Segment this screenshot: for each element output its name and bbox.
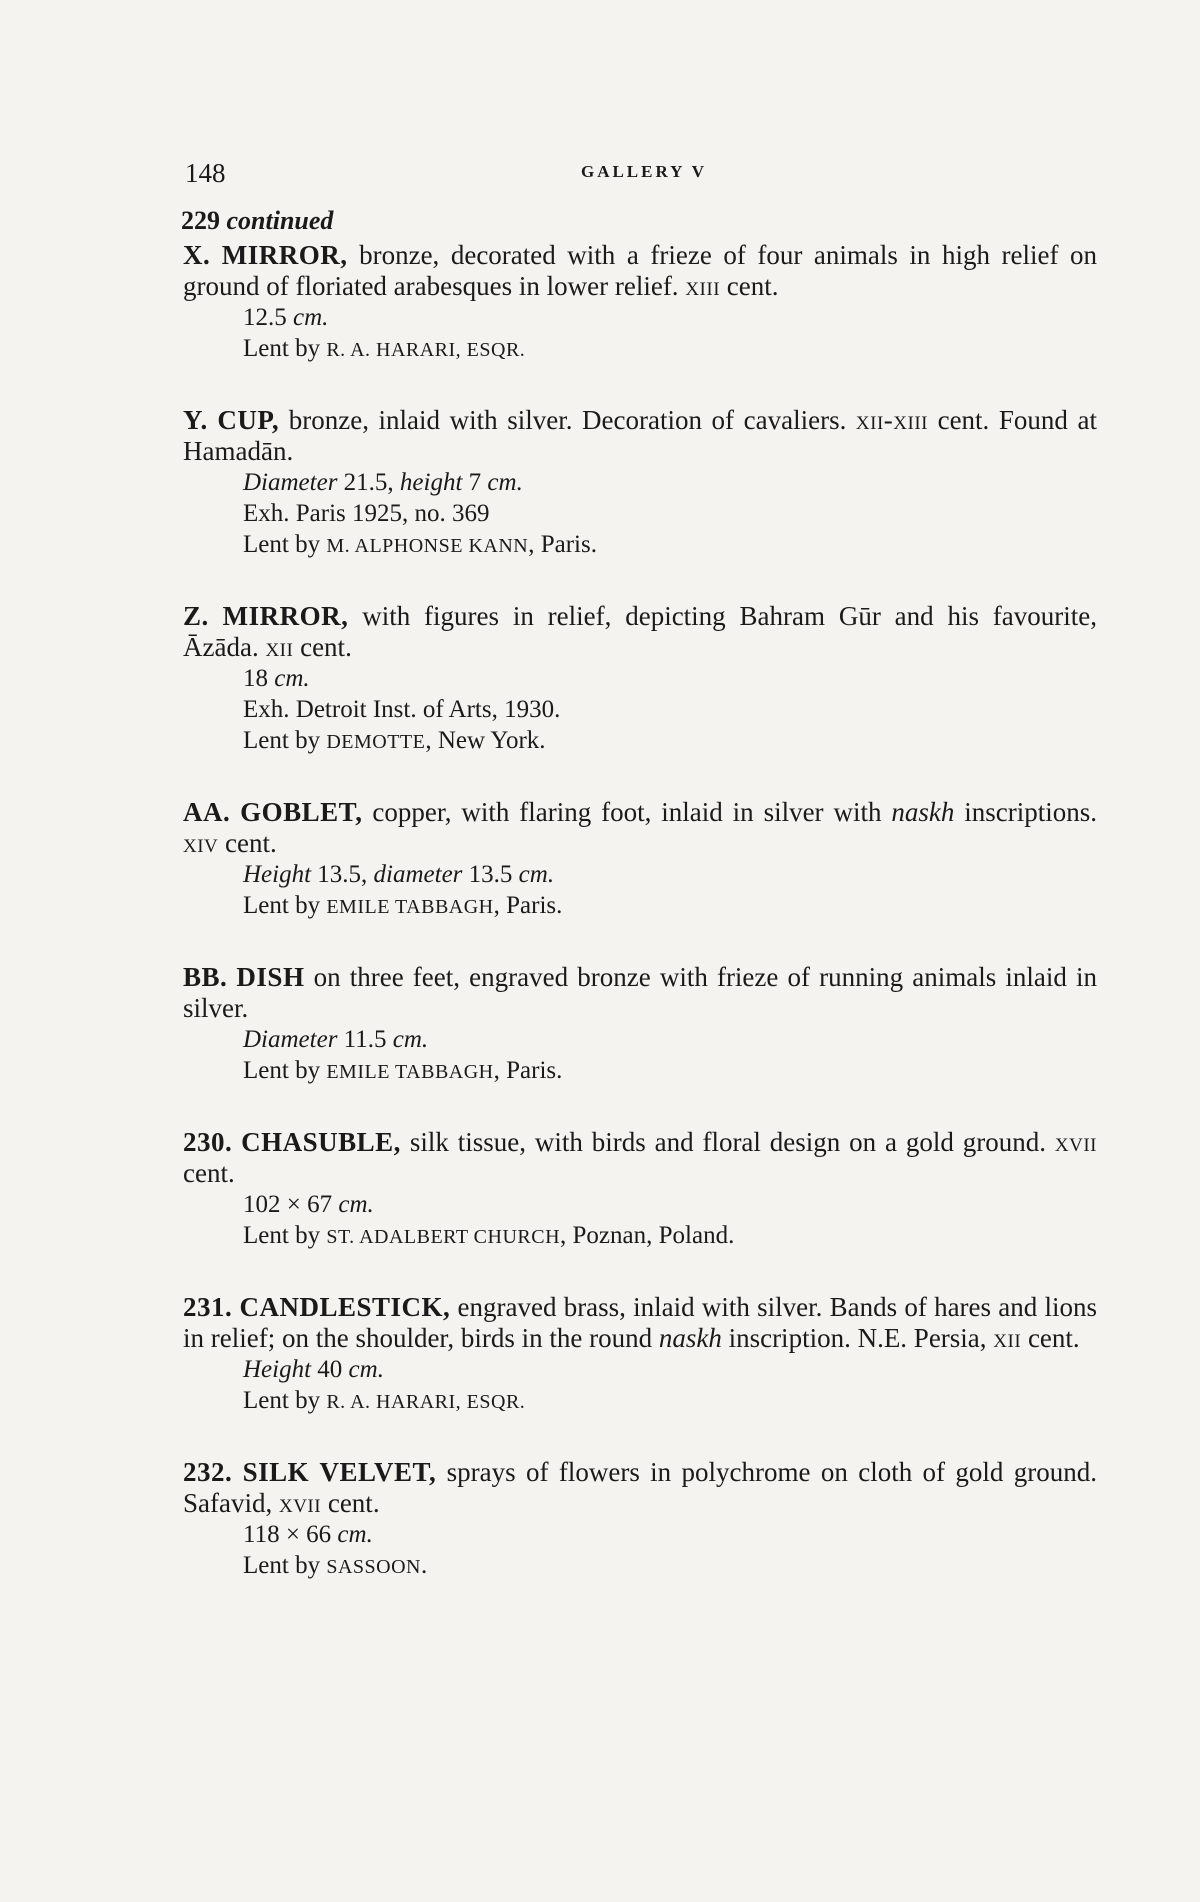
lender-name: ST. ADALBERT CHURCH xyxy=(326,1226,561,1248)
entry-name: GOBLET, xyxy=(240,797,363,827)
entry-dimensions xyxy=(243,467,1097,498)
lent-prefix: Lent by xyxy=(243,727,327,754)
catalogue-entry-bb xyxy=(181,962,1097,1088)
entry-century-suffix: cent. Found at Hamadān. xyxy=(183,405,1097,466)
lent-suffix: , Paris. xyxy=(493,1057,563,1084)
entry-meta xyxy=(181,1519,1097,1583)
lent-suffix: , Paris. xyxy=(528,531,597,558)
entry-century-suffix: cent. xyxy=(293,632,352,662)
entry-lender xyxy=(243,333,1097,366)
entry-lender xyxy=(243,1550,1097,1583)
entry-id: 230. xyxy=(183,1127,233,1157)
entry-name: CHASUBLE, xyxy=(241,1127,401,1157)
entry-exhibition: Exh. Detroit Inst. of Arts, 1930. xyxy=(243,696,561,723)
catalogue-entry-z xyxy=(181,601,1097,758)
dimension-label-2: height xyxy=(399,469,463,496)
entry-century-suffix: cent. xyxy=(183,1158,235,1188)
entry-description xyxy=(181,601,1097,663)
running-head xyxy=(185,158,1103,194)
dimension-value: 102 × 67 xyxy=(243,1191,339,1218)
entry-description xyxy=(181,797,1097,859)
lender-name: R. A. HARARI, ESQR. xyxy=(326,1391,526,1413)
dimension-value: 13.5, xyxy=(311,861,374,888)
catalogue-content xyxy=(181,206,1097,1622)
lender-name: DEMOTTE xyxy=(326,731,426,753)
entry-dimensions xyxy=(243,1519,1097,1550)
dimension-label: Diameter xyxy=(243,469,338,496)
entry-century-suffix: cent. xyxy=(720,271,779,301)
entry-description xyxy=(181,1127,1097,1189)
entry-text-after: inscription. N.E. Persia, xyxy=(721,1323,994,1353)
dimension-unit: cm. xyxy=(274,665,310,692)
entry-meta xyxy=(181,663,1097,758)
dimension-value: 18 xyxy=(243,665,275,692)
dimension-value: 40 xyxy=(311,1356,349,1383)
entry-century: xvii xyxy=(1054,1127,1098,1157)
lent-prefix: Lent by xyxy=(243,531,327,558)
entry-century-suffix: cent. xyxy=(218,828,277,858)
entry-century: xii-xiii xyxy=(855,405,928,435)
entry-lender xyxy=(243,1055,1097,1088)
entry-dimensions xyxy=(243,1024,1097,1055)
continued-label: continued xyxy=(226,206,334,235)
entry-century: xvii xyxy=(278,1488,322,1518)
dimension-value-2: 13.5 xyxy=(462,861,519,888)
dimension-label: Diameter xyxy=(243,1026,338,1053)
entry-id: X. xyxy=(183,240,211,270)
entry-dimensions xyxy=(243,1354,1097,1385)
entry-dimensions xyxy=(243,1189,1097,1220)
entry-text: copper, with flaring foot, inlaid in silver with xyxy=(362,797,892,827)
page-number: 148 xyxy=(185,158,226,188)
entry-century-suffix: cent. xyxy=(1021,1323,1080,1353)
entry-text-italic: naskh xyxy=(658,1323,722,1353)
entry-dimensions xyxy=(243,302,1097,333)
lender-name: R. A. HARARI, ESQR. xyxy=(326,339,526,361)
entry-name: CANDLESTICK, xyxy=(239,1292,451,1322)
dimension-unit: cm. xyxy=(487,469,523,496)
lent-suffix: , Paris. xyxy=(493,892,563,919)
entry-lender xyxy=(243,890,1097,923)
entry-meta xyxy=(181,302,1097,366)
catalogue-entry-232 xyxy=(181,1457,1097,1583)
catalogue-entry-y xyxy=(181,405,1097,562)
lent-suffix: . xyxy=(420,1552,428,1579)
entry-text: bronze, inlaid with silver. Decoration of cavaliers. xyxy=(279,405,856,435)
dimension-unit: cm. xyxy=(338,1191,374,1218)
entry-lender xyxy=(243,725,1097,758)
entry-century: xii xyxy=(265,632,294,662)
dimension-unit: cm. xyxy=(293,304,329,331)
lent-prefix: Lent by xyxy=(243,335,327,362)
dimension-value: 118 × 66 xyxy=(243,1521,338,1548)
entry-text: engraved brass, inlaid with silver. Bands of hares and lions in relief; on the shoulder, birds in the round xyxy=(183,1292,1097,1353)
catalogue-entry-231 xyxy=(181,1292,1097,1418)
dimension-unit: cm. xyxy=(518,861,555,888)
entry-meta xyxy=(181,467,1097,562)
entry-dimensions xyxy=(243,663,1097,694)
lent-prefix: Lent by xyxy=(243,1552,327,1579)
entry-id: 231. xyxy=(183,1292,233,1322)
entry-century-suffix: cent. xyxy=(321,1488,380,1518)
dimension-label: Height xyxy=(243,861,312,888)
entry-text-after: inscriptions. xyxy=(954,797,1098,827)
entry-century: xiii xyxy=(685,271,721,301)
entry-text: with figures in relief, depicting Bahram Gūr and his favourite, Āzāda. xyxy=(183,601,1098,662)
entry-id: 232. xyxy=(183,1457,233,1487)
entry-lender xyxy=(243,1220,1097,1253)
entry-description xyxy=(181,962,1097,1024)
catalogue-entry-x xyxy=(181,240,1097,366)
lent-prefix: Lent by xyxy=(243,1387,327,1414)
catalogue-entry-230 xyxy=(181,1127,1097,1253)
dimension-unit: cm. xyxy=(392,1026,429,1053)
entry-name: MIRROR, xyxy=(222,601,349,631)
entry-exhibition: Exh. Paris 1925, no. 369 xyxy=(243,500,490,527)
gallery-title: GALLERY V xyxy=(580,162,708,181)
entry-text: on three feet, engraved bronze with frieze of running animals inlaid in silver. xyxy=(183,962,1098,1023)
entry-meta xyxy=(181,1024,1097,1088)
entry-id: AA. xyxy=(183,797,231,827)
dimension-label-2: diameter xyxy=(373,861,463,888)
entry-text-italic: naskh xyxy=(891,797,955,827)
entry-century: xii xyxy=(993,1323,1022,1353)
continued-heading xyxy=(181,206,1097,236)
lender-name: M. ALPHONSE KANN xyxy=(326,535,529,557)
entry-lender xyxy=(243,529,1097,562)
entry-id: BB. xyxy=(183,962,228,992)
entry-meta xyxy=(181,1189,1097,1253)
entry-text: silk tissue, with birds and floral design on a gold ground. xyxy=(400,1127,1055,1157)
entry-name: DISH xyxy=(236,962,305,992)
lender-name: SASSOON xyxy=(326,1556,421,1578)
entry-meta xyxy=(181,1354,1097,1418)
continued-number: 229 xyxy=(181,206,220,235)
entry-description xyxy=(181,1292,1097,1354)
entry-description xyxy=(181,1457,1097,1519)
lender-name: EMILE TABBAGH xyxy=(326,896,494,918)
catalogue-entry-aa xyxy=(181,797,1097,923)
dimension-value: 11.5 xyxy=(337,1026,393,1053)
dimension-value: 12.5 xyxy=(243,304,293,331)
entry-century: xiv xyxy=(183,828,219,858)
dimension-value: 21.5, xyxy=(337,469,400,496)
entry-name: MIRROR, xyxy=(221,240,348,270)
entry-id: Y. xyxy=(183,405,208,435)
entry-id: Z. xyxy=(183,601,209,631)
entry-lender xyxy=(243,1385,1097,1418)
dimension-unit: cm. xyxy=(337,1521,373,1548)
entry-name: CUP, xyxy=(217,405,280,435)
lent-suffix: , New York. xyxy=(425,727,546,754)
entry-name: SILK VELVET, xyxy=(242,1457,437,1487)
entry-text: sprays of flowers in polychrome on cloth of gold ground. Safavid, xyxy=(183,1457,1097,1518)
entry-text: bronze, decorated with a frieze of four animals in high relief on ground of floriated arabesques in lower relief. xyxy=(183,240,1098,301)
lent-prefix: Lent by xyxy=(243,1057,327,1084)
lent-suffix: , Poznan, Poland. xyxy=(560,1222,735,1249)
dimension-value-2: 7 xyxy=(462,469,488,496)
dimension-unit: cm. xyxy=(348,1356,384,1383)
lent-prefix: Lent by xyxy=(243,1222,327,1249)
dimension-label: Height xyxy=(243,1356,312,1383)
entry-meta xyxy=(181,859,1097,923)
lender-name: EMILE TABBAGH xyxy=(326,1061,494,1083)
entry-description xyxy=(181,405,1097,467)
entry-dimensions xyxy=(243,859,1097,890)
lent-prefix: Lent by xyxy=(243,892,327,919)
entry-description xyxy=(181,240,1097,302)
